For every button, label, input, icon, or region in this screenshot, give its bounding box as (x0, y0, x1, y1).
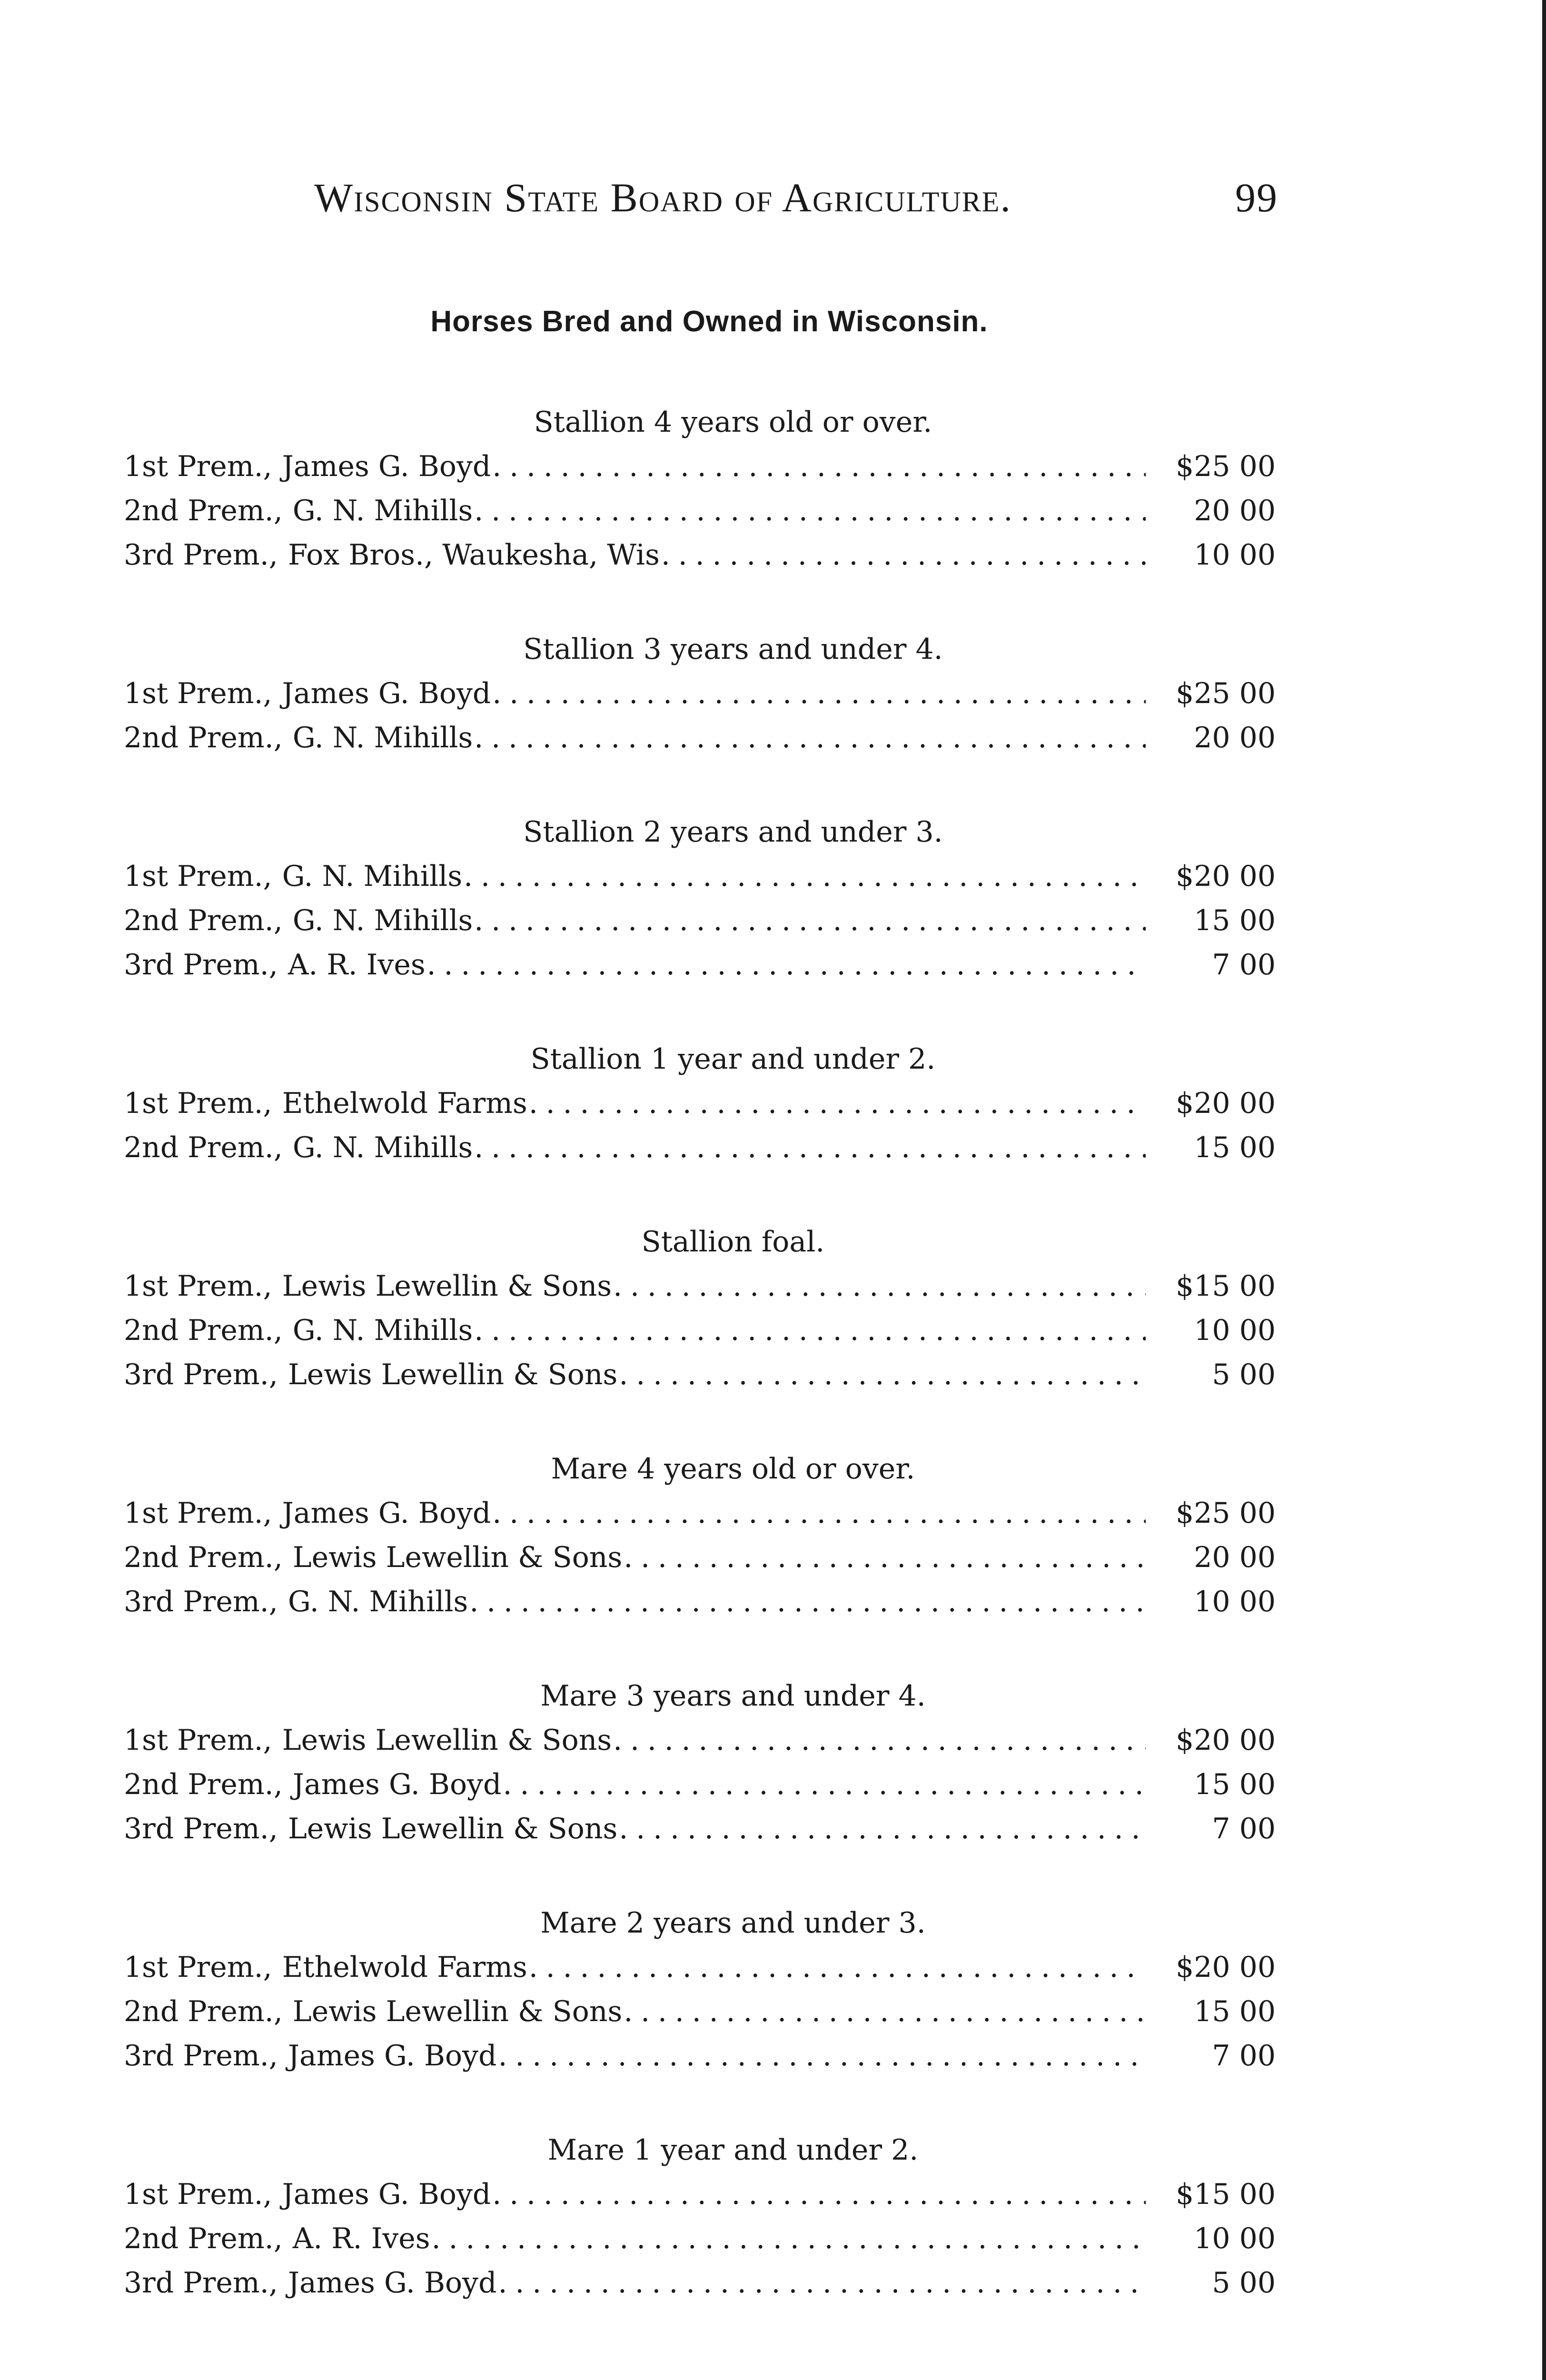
exhibitor-name: Lewis Lewellin & Sons (292, 1995, 623, 2028)
exhibitor-name: James G. Boyd (287, 2266, 497, 2300)
premium-entry (124, 1536, 1276, 1580)
premium-place: 3rd Prem., (124, 1812, 278, 1845)
dot-leader (624, 1990, 1146, 2034)
dot-leader (474, 489, 1146, 533)
dot-leader (427, 943, 1146, 987)
premium-amount: 7 00 (1212, 2039, 1276, 2073)
premium-amount: 10 00 (1194, 1585, 1276, 1618)
premium-entry (124, 1081, 1276, 1126)
exhibitor-name: James G. Boyd (282, 2178, 491, 2211)
premium-entry (124, 1264, 1276, 1309)
dot-leader (492, 1491, 1146, 1536)
premium-amount: 20 00 (1194, 1541, 1276, 1574)
premium-entry (124, 2217, 1276, 2261)
dot-leader (474, 1126, 1146, 1170)
premium-place: 1st Prem., (124, 450, 272, 483)
exhibitor-name: G. N. Mihills (292, 1314, 473, 1347)
premium-amount: $25 00 (1176, 677, 1276, 710)
premium-entry (124, 1718, 1276, 1763)
exhibitor-name: James G. Boyd (282, 450, 491, 483)
exhibitor-name: A. R. Ives (287, 948, 426, 982)
dot-leader (492, 672, 1146, 716)
premium-place: 2nd Prem., (124, 1768, 283, 1801)
premium-entry (124, 716, 1276, 760)
premium-amount: $20 00 (1176, 860, 1276, 893)
section-title: Horses Bred and Owned in Wisconsin. (430, 305, 988, 338)
premium-place: 2nd Prem., (124, 1314, 283, 1347)
dot-leader (529, 1945, 1146, 1990)
dot-leader (619, 1807, 1146, 1851)
premium-amount: $25 00 (1176, 450, 1276, 483)
premium-entry (124, 672, 1276, 716)
premium-amount: 5 00 (1212, 1358, 1276, 1391)
premium-amount: $25 00 (1176, 1497, 1276, 1530)
class-heading: Stallion 3 years and under 4. (523, 633, 943, 666)
exhibitor-name: James G. Boyd (292, 1768, 502, 1801)
exhibitor-name: G. N. Mihills (292, 721, 473, 754)
exhibitor-name: G. N. Mihills (287, 1585, 468, 1618)
premium-place: 2nd Prem., (124, 721, 283, 754)
premium-amount: $20 00 (1176, 1724, 1276, 1757)
dot-leader (661, 533, 1146, 577)
premium-entry (124, 1945, 1276, 1990)
premium-amount: 10 00 (1194, 2222, 1276, 2255)
dot-leader (474, 716, 1146, 760)
premium-amount: $20 00 (1176, 1087, 1276, 1120)
premium-amount: 10 00 (1194, 1314, 1276, 1347)
premium-place: 1st Prem., (124, 1724, 272, 1757)
premium-class (124, 1674, 1276, 1851)
exhibitor-name: James G. Boyd (287, 2039, 497, 2073)
premium-entry (124, 1353, 1276, 1397)
premium-place: 1st Prem., (124, 2178, 272, 2211)
premium-amount: 7 00 (1212, 1812, 1276, 1845)
premium-entry (124, 1491, 1276, 1536)
premium-entry (124, 533, 1276, 577)
premium-place: 2nd Prem., (124, 1131, 283, 1164)
premium-entry (124, 943, 1276, 987)
premium-amount: 7 00 (1212, 948, 1276, 982)
premium-place: 3rd Prem., (124, 2039, 278, 2073)
exhibitor-name: G. N. Mihills (292, 494, 473, 527)
exhibitor-name: Ethelwold Farms (282, 1951, 527, 1984)
dot-leader (474, 1309, 1146, 1353)
premium-classes-list (124, 400, 1276, 2355)
dot-leader (619, 1353, 1146, 1397)
premium-place: 3rd Prem., (124, 2266, 278, 2300)
premium-place: 2nd Prem., (124, 1995, 283, 2028)
premium-class (124, 1447, 1276, 1624)
premium-place: 1st Prem., (124, 860, 272, 893)
page-number: 99 (1235, 175, 1278, 220)
class-heading: Mare 2 years and under 3. (540, 1906, 926, 1940)
premium-entry (124, 2034, 1276, 2078)
dot-leader (613, 1718, 1146, 1763)
premium-class (124, 2128, 1276, 2305)
premium-class (124, 400, 1276, 577)
exhibitor-name: G. N. Mihills (292, 1131, 473, 1164)
running-head: Wisconsin State Board of Agriculture. (314, 175, 1011, 220)
exhibitor-name: Lewis Lewellin & Sons (287, 1358, 618, 1391)
dot-leader (613, 1264, 1146, 1309)
class-heading: Stallion 2 years and under 3. (523, 815, 943, 849)
premium-entry (124, 1990, 1276, 2034)
class-heading: Mare 4 years old or over. (551, 1452, 915, 1486)
scan-edge-right (1542, 0, 1546, 2380)
dot-leader (503, 1763, 1146, 1807)
premium-amount: 20 00 (1194, 494, 1276, 527)
dot-leader (529, 1081, 1146, 1126)
premium-place: 1st Prem., (124, 1497, 272, 1530)
exhibitor-name: Lewis Lewellin & Sons (292, 1541, 623, 1574)
premium-place: 1st Prem., (124, 1269, 272, 1303)
dot-leader (432, 2217, 1146, 2261)
dot-leader (498, 2034, 1146, 2078)
premium-place: 2nd Prem., (124, 2222, 283, 2255)
premium-amount: $15 00 (1176, 1269, 1276, 1303)
premium-amount: 10 00 (1194, 538, 1276, 572)
premium-entry (124, 445, 1276, 489)
premium-place: 2nd Prem., (124, 1541, 283, 1574)
premium-amount: 20 00 (1194, 721, 1276, 754)
premium-place: 1st Prem., (124, 1951, 272, 1984)
premium-entry (124, 2261, 1276, 2305)
class-heading: Mare 1 year and under 2. (547, 2133, 919, 2167)
premium-entry (124, 1126, 1276, 1170)
premium-amount: $20 00 (1176, 1951, 1276, 1984)
premium-entry (124, 1763, 1276, 1807)
dot-leader (492, 445, 1146, 489)
premium-place: 1st Prem., (124, 677, 272, 710)
premium-place: 3rd Prem., (124, 1585, 278, 1618)
premium-amount: 15 00 (1194, 904, 1276, 937)
premium-place: 3rd Prem., (124, 948, 278, 982)
dot-leader (492, 2172, 1146, 2217)
class-heading: Stallion foal. (641, 1225, 825, 1259)
premium-place: 3rd Prem., (124, 538, 278, 572)
premium-entry (124, 899, 1276, 943)
class-heading: Mare 3 years and under 4. (540, 1679, 926, 1713)
premium-place: 2nd Prem., (124, 904, 283, 937)
premium-entry (124, 1309, 1276, 1353)
exhibitor-name: Lewis Lewellin & Sons (282, 1724, 612, 1757)
premium-class (124, 1220, 1276, 1397)
exhibitor-name: James G. Boyd (282, 677, 491, 710)
premium-class (124, 627, 1276, 760)
dot-leader (624, 1536, 1146, 1580)
premium-class (124, 1901, 1276, 2078)
premium-amount: 15 00 (1194, 1131, 1276, 1164)
exhibitor-name: James G. Boyd (282, 1497, 491, 1530)
premium-entry (124, 489, 1276, 533)
premium-amount: $15 00 (1176, 2178, 1276, 2211)
premium-amount: 15 00 (1194, 1768, 1276, 1801)
dot-leader (469, 1580, 1146, 1624)
exhibitor-name: G. N. Mihills (292, 904, 473, 937)
class-heading: Stallion 1 year and under 2. (530, 1042, 936, 1076)
premium-amount: 5 00 (1212, 2266, 1276, 2300)
exhibitor-name: G. N. Mihills (282, 860, 463, 893)
exhibitor-name: Fox Bros., Waukesha, Wis (287, 538, 660, 572)
premium-entry (124, 854, 1276, 899)
premium-class (124, 1037, 1276, 1170)
premium-entry (124, 1807, 1276, 1851)
premium-place: 1st Prem., (124, 1087, 272, 1120)
dot-leader (474, 899, 1146, 943)
premium-amount: 15 00 (1194, 1995, 1276, 2028)
premium-entry (124, 2172, 1276, 2217)
premium-entry (124, 1580, 1276, 1624)
exhibitor-name: A. R. Ives (292, 2222, 430, 2255)
premium-place: 3rd Prem., (124, 1358, 278, 1391)
dot-leader (464, 854, 1146, 899)
exhibitor-name: Lewis Lewellin & Sons (282, 1269, 612, 1303)
exhibitor-name: Lewis Lewellin & Sons (287, 1812, 618, 1845)
premium-class (124, 810, 1276, 987)
premium-place: 2nd Prem., (124, 494, 283, 527)
class-heading: Stallion 4 years old or over. (534, 406, 932, 439)
exhibitor-name: Ethelwold Farms (282, 1087, 527, 1120)
dot-leader (498, 2261, 1146, 2305)
